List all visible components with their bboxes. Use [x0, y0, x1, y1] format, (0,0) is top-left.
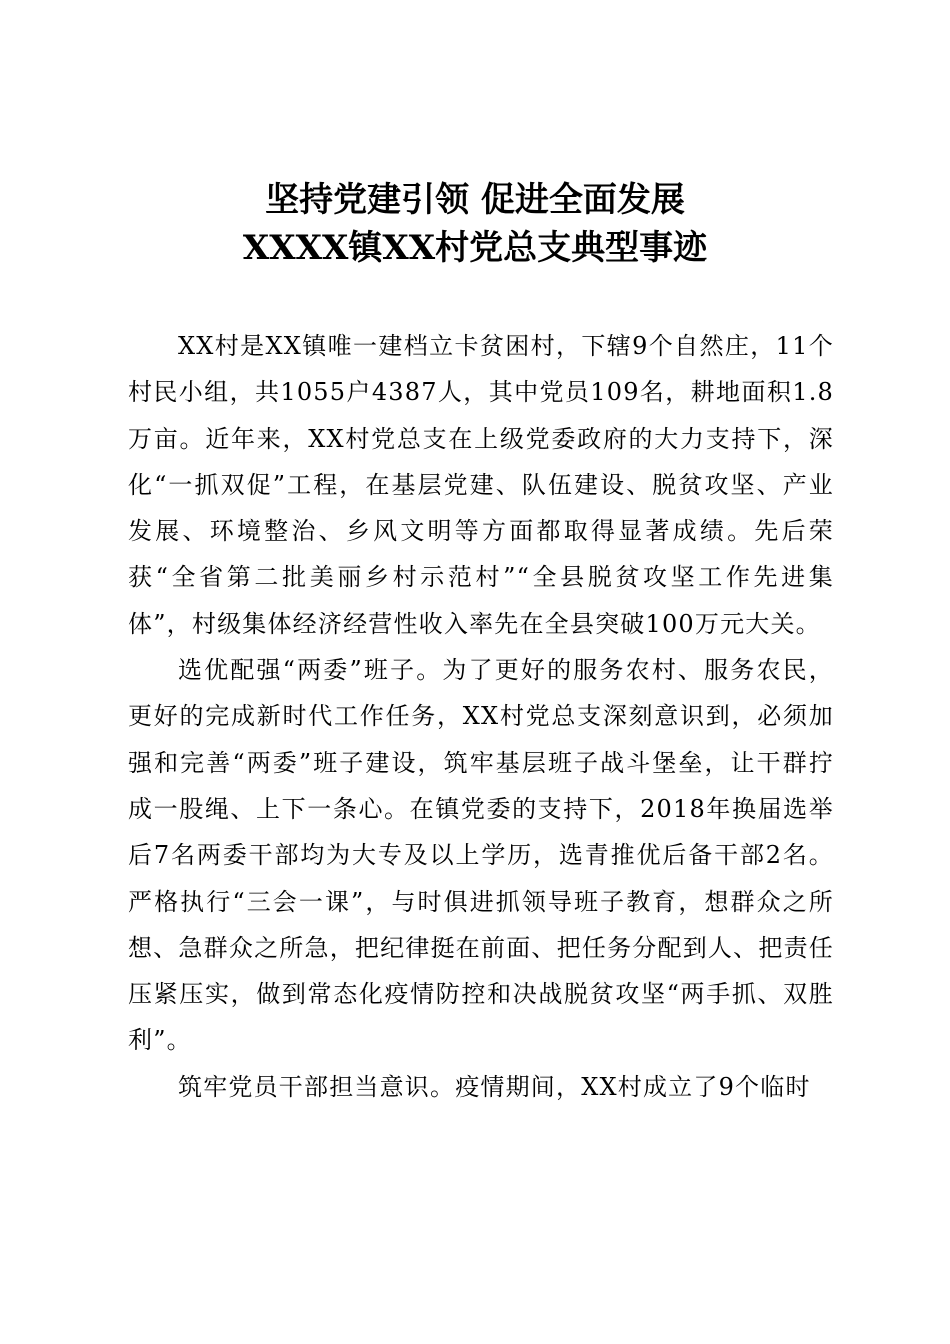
paragraph-intro: XX村是XX镇唯一建档立卡贫困村，下辖9个自然庄，11个村民小组，共1055户4387人，其中党员109名，耕地面积1.8万亩。近年来，XX村党总支在上级党委政府的大力支持下，深化“一抓双促”工程，在基层党建、队伍建设、脱贫攻坚、产业发展、环境整治、乡风文明等方面都取得显著成绩。先后荣获“全省第二批美丽乡村示范村”“全县脱贫攻坚工作先进集体”，村级集体经济经营性收入率先在全县突破100万元大关。	[128, 332, 834, 638]
paragraph-leadership: 选优配强“两委”班子。为了更好的服务农村、服务农民，更好的完成新时代工作任务，XX村党总支深刻意识到，必须加强和完善“两委”班子建设，筑牢基层班子战斗堡垒，让干群拧成一股绳、上下一条心。在镇党委的支持下，2018年换届选举后7名两委干部均为大专及以上学历，选青推优后备干部2名。严格执行“三会一课”，与时俱进抓领导班子教育，想群众之所想、急群众之所急，把纪律挺在前面、把任务分配到人、把责任压紧压实，做到常态化疫情防控和决战脱贫攻坚“两手抓、双胜利”。	[128, 656, 834, 1055]
title-line-sub: XXXX镇XX村党总支典型事迹	[242, 228, 708, 268]
document-title	[120, 176, 830, 272]
paragraph-cadres: 筑牢党员干部担当意识。疫情期间，XX村成立了9个临时	[178, 1072, 811, 1101]
document-body	[128, 323, 834, 1110]
title-line-main: 坚持党建引领 促进全面发展	[265, 180, 685, 220]
